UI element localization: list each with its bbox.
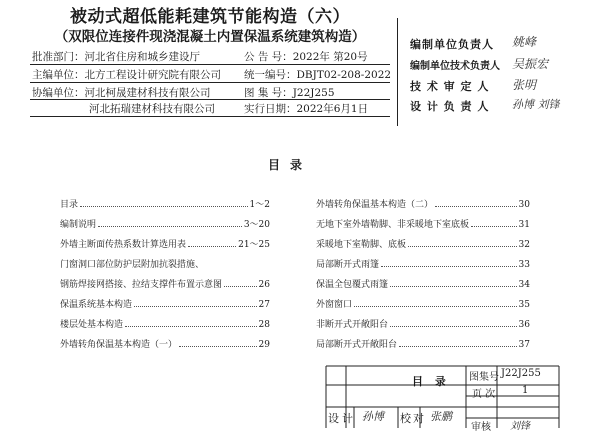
atlas-label: 图 集 号： <box>244 87 293 99</box>
sheet-name: 目 录 <box>412 375 450 388</box>
notice-label: 公 告 号： <box>244 51 293 63</box>
responsible-2-label: 编制单位技术负责人 <box>410 61 500 72</box>
tb-page-label: 页 次 <box>472 389 496 400</box>
date-label: 实行日期： <box>244 103 297 115</box>
tb-page-value: 1 <box>522 385 529 396</box>
toc-entry-name: 目录 <box>60 197 80 210</box>
tb-check-label: 校对 <box>400 412 426 425</box>
toc-entry-name: 无地下室外墙勒脚、非采暖地下室底板 <box>316 217 471 230</box>
co-value-2: 河北拓瑞建材科技有限公司 <box>89 103 215 115</box>
tb-design-signature: 孙博 <box>362 410 384 423</box>
responsible-1-label: 编制单位负责人 <box>410 38 494 51</box>
number-value: DBJT02-208-2022 <box>296 69 392 81</box>
toc-entry-name: 局部断开式雨篷 <box>316 257 381 270</box>
responsible-3-label: 技 术 审 定 人 <box>410 80 490 93</box>
toc-entry-page: 37 <box>518 340 530 350</box>
toc-entry-page: 31 <box>518 220 530 230</box>
tb-check-signature: 张鹏 <box>430 410 452 423</box>
toc-entry-name: 编制说明 <box>60 217 98 230</box>
responsible-1-signature: 姚峰 <box>512 35 537 49</box>
toc-entry-name: 采暖地下室勒脚、底板 <box>316 237 408 250</box>
responsible-4-label: 设 计 负 责 人 <box>410 100 490 113</box>
toc-entry-name: 局部断开式开敞阳台 <box>316 337 399 350</box>
atlas-subtitle: （双限位连接件现浇混凝土内置保温系统建筑构造） <box>54 29 366 45</box>
toc-entry-page: 33 <box>518 260 530 270</box>
toc-entry-name: 楼层处基本构造 <box>60 317 125 330</box>
toc-entry-page: 28 <box>258 320 270 330</box>
toc-entry-name: 外窗窗口 <box>316 297 354 310</box>
toc-entry-name: 保温系统基本构造 <box>60 297 134 310</box>
tb-atlas-label: 图集号 <box>469 372 499 383</box>
toc-entry-page: 34 <box>518 280 530 290</box>
tb-atlas-value: J22J255 <box>501 368 541 379</box>
approval-value: 河北省住房和城乡建设厅 <box>84 51 200 63</box>
atlas-value: J22J255 <box>292 87 335 99</box>
editor-label: 主编单位： <box>32 69 85 81</box>
toc-entry-page: 1～2 <box>249 200 270 210</box>
toc-entry-page: 29 <box>258 340 270 350</box>
approval-label: 批准部门： <box>32 51 85 63</box>
toc-entry-page: 26 <box>258 280 270 290</box>
toc-entry-page: 30 <box>518 200 530 210</box>
toc-entry-name: 门窗洞口部位防护层附加抗裂措施、 <box>60 257 206 270</box>
co-label: 协编单位： <box>32 87 85 99</box>
toc-entry-name: 外墙主断面传热系数计算选用表 <box>60 237 188 250</box>
toc-entry-page: 32 <box>518 240 530 250</box>
toc-entry-page: 21～25 <box>238 240 270 250</box>
responsible-3-signature: 张明 <box>512 78 537 92</box>
tb-review-signature: 刘锋 <box>510 421 530 432</box>
tb-review-label: 审核 <box>471 422 491 433</box>
toc-entry-name: 保温全包覆式雨篷 <box>316 277 390 290</box>
atlas-title: 被动式超低能耗建筑节能构造（六） <box>70 7 350 27</box>
toc-entry-name: 钢筋焊接网搭接、拉结支撑件布置示意图 <box>60 277 224 290</box>
number-label: 统一编号： <box>244 69 297 81</box>
toc-entry-page: 35 <box>518 300 530 310</box>
notice-value: 2022年 第20号 <box>292 51 368 63</box>
toc-entry-page: 3～20 <box>243 220 270 230</box>
toc-entry-page: 27 <box>258 300 270 310</box>
toc-title: 目录 <box>268 158 313 172</box>
toc-entry-name: 非断开式开敞阳台 <box>316 317 390 330</box>
toc-entry-page: 36 <box>518 320 530 330</box>
tb-design-label: 设计 <box>328 412 356 425</box>
co-value-1: 河北柯晟建材科技有限公司 <box>84 87 211 99</box>
editor-value: 北方工程设计研究院有限公司 <box>84 69 221 81</box>
date-value: 2022年6月1日 <box>296 103 369 115</box>
responsible-2-signature: 吴振宏 <box>512 57 549 71</box>
toc-entry-name: 外墙转角保温基本构造（一） <box>60 337 179 350</box>
responsible-4-signature: 孙博 刘锋 <box>512 98 560 111</box>
toc-entry-name: 外墙转角保温基本构造（二） <box>316 197 435 210</box>
